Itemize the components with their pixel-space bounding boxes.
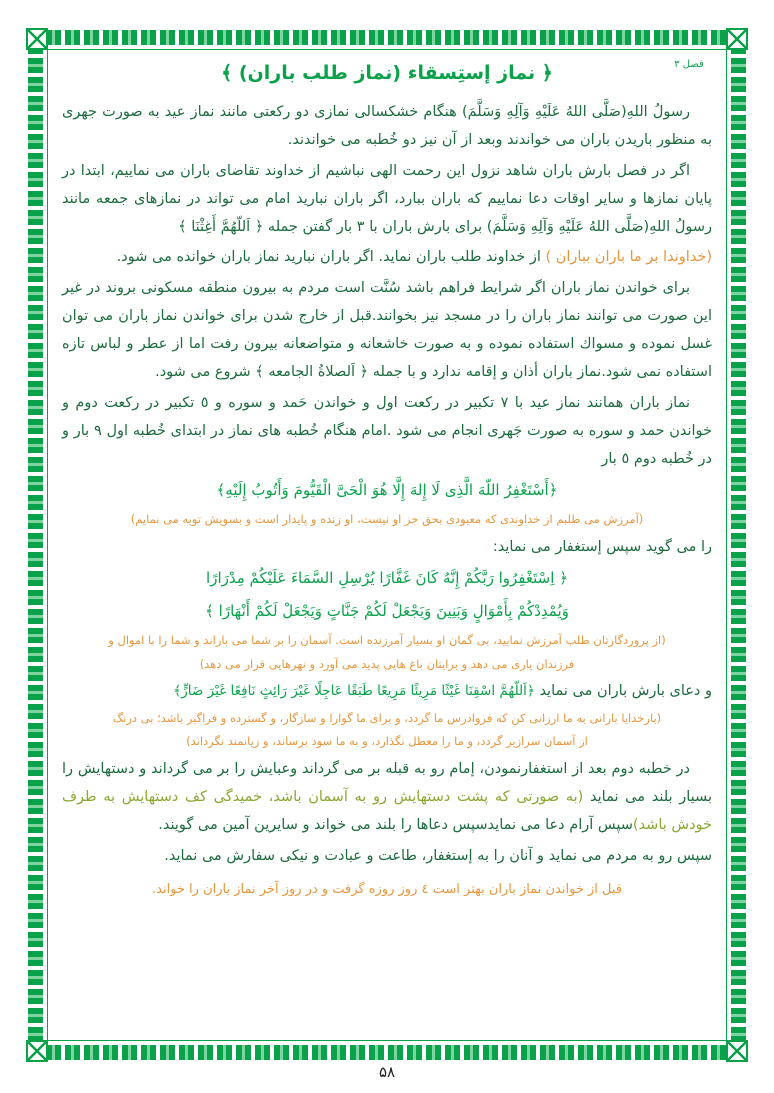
page-title: ﴿ نماز إستِسقاء (نماز طلب باران) ﴾	[221, 62, 553, 84]
paragraph-7	[62, 755, 712, 840]
corner-ornament-bottom-right	[726, 1040, 748, 1062]
chapter-tag: فصل ۳	[674, 59, 704, 70]
page-number: ۵۸	[378, 1063, 396, 1081]
paragraph-4: نماز باران همانند نماز عيد با ٧ تكبير در ركعت اول و خواندن حَمد و سوره و ٥ تكبير در ركعت دوم و خواندن حمد و سوره به صورت جَهرى انجام مى شود .امام هنگام خُطبه هاى نماز در ابتداى خُطبه اول ٩ بار و در خُطبه دوم ٥ بار	[62, 394, 712, 468]
final-note: قبل از خواندن نماز باران بهتر است ٤ روز روزه گرفت و در روز آخر نماز باران را خواند.	[152, 881, 622, 897]
paragraph-7-part-b: سپس آرام دعا مى نمايدسپس دعاها را بلند مى خواند و سايرين آمين مى گويند.	[158, 817, 633, 834]
border-left	[28, 48, 43, 1042]
translation-note-2-line-2: فرزندان يارى مى دهد و برايتان باغ هايى پديد مى آورد و نهرهايى قرار مى دهد)	[199, 656, 575, 671]
border-top	[46, 30, 728, 45]
border-right	[731, 48, 746, 1042]
arabic-verse-line-1: ﴿ اِسْتَغْفِرُوا رَبَّكُمْ إِنَّهُ كَانَ غَفَّارًا يُرْسِلِ السَّمَاءَ عَلَيْكُمْ مِدْرَارًا	[206, 568, 568, 587]
paragraph-6	[62, 677, 712, 705]
paragraph-6-head: و دعاى بارش باران مى نمايد	[539, 683, 712, 700]
arabic-verse-line-2: وَيُمْدِدْكُمْ بِأَمْوَالٍ وَبَنِينَ وَيَجْعَلْ لَكُمْ جَنَّاتٍ وَيَجْعَلْ لَكُمْ أَنْهَارًا ﴾	[205, 602, 569, 621]
paragraph-2-tail: از خداوند طلب باران نمايد. اگر باران نباريد نماز باران خوانده مى شود.	[116, 249, 546, 266]
paragraph-2-text: اگر در فصل بارش باران شاهد نزول اين رحمت الهى نباشيم از خداوند تقاضاى باران مى نماييم، ابتدا در پايان نمازها و ساير اوقات دعا نماييم كه باران ببارد، اگر باران نباريد امام مى تواند در نمازهاى جمعه مانند رسولُ اللهِ(صَلَّى اللهُ عَلَيْهِ وَآلِهِ وَسَلَّمَ) براى بارش باران با ٣ بار گفتن جمله ﴿ اَللّهُمَّ أَغِثْنَا ﴾	[62, 162, 712, 236]
paragraph-5-tail: را مى گويد سپس إستغفار مى نمايد:	[492, 538, 712, 555]
border-bottom	[46, 1045, 728, 1060]
paragraph-3: براى خواندن نماز باران اگر شرايط فراهم باشد سُنَّت است مردم به بيرون منطقه مسكونى بروند در غير اين صورت مى توانند نماز باران را در مسجد نيز بخوانند.قبل از خارج شدن براى خواندن نماز باران مى توان غسل نموده و مسواك استفاده نموده و به صورت خاشعانه و متواضعانه بيرون رفت اما از عطر و لباس تازه استفاده نمى شود.نماز باران أذان و إقامه ندارد و با جمله ﴿ اَلصلاةُ الجامعه ﴾ شروع مى شود.	[62, 279, 712, 381]
corner-ornament-bottom-left	[26, 1040, 48, 1062]
translation-note-3-line-1: (بارخدايا بارانى به ما ارزانى كن كه فروادرس ما گردد، و براى ما گوارا و سازگار، و گسترده و فراگير باشد؛ بى درنگ	[112, 710, 662, 725]
arabic-rain-dua: ﴿اَللّهُمَّ اسْقِنَا غَيْثًا مَرِيئًا مَرِيعًا طَبَقًا عَاجِلًا غَيْرَ رَائِثٍ نَافِعًا غَيْرَ ضَارٍّ﴾	[173, 683, 535, 700]
paragraph-7-olive-note: (به صورتى كه پشت دستهايش رو به آسمان باشد، خميدگى كف دستهايش به طرف خودش باشد)	[62, 789, 712, 834]
translation-note-2-line-1: (از پروردگارتان طلب آمرزش نماييد، بى گمان او بسيار آمرزنده است. آسمان را بر شما مى باراند و شما را با اموال و	[108, 632, 666, 647]
corner-ornament-top-right	[726, 28, 748, 50]
paragraph-1: رسولُ اللهِ(صَلَّى اللهُ عَلَيْهِ وَآلِهِ وَسَلَّمَ) هنگام خشكسالى نمازى دو ركعتى مانند نماز عيد به صورت جهرى به منظور باريدن باران مى خواندند وبعد از آن نيز دو خُطبه مى خواندند.	[62, 104, 712, 149]
corner-ornament-top-left	[26, 28, 48, 50]
translation-note-3-line-2: از آسمان سرازير گردد، و ما را معطل نگذارد، و به ما سود برساند، و زيانمند نگرداند)	[186, 734, 588, 749]
translation-note-1: (آمرزش مى طلبم از خداوندى كه معبودى بحق جز او نيست، او زنده و پايدار است و بسويش توبه مى نمايم)	[130, 511, 644, 526]
arabic-istighfar-phrase: ﴿أَسْتَغْفِرُ اللّهَ الَّذِى لَا إِلهَ إِلَّا هُوَ الْحَىَّ الْقَيُّومَ وَأَتُوبُ إِلَيْهِ﴾	[216, 481, 558, 500]
paragraph-8: سپس رو به مردم مى نمايد و آنان را به إستغفار، طاعت و عبادت و نيكى سفارش مى نمايد.	[164, 847, 712, 864]
page-content	[62, 52, 712, 1037]
paragraph-7-part-a: در خطبه دوم بعد از استغفارنمودن، إمام رو به قبله بر مى گرداند وعبايش را بر مى گرداند و دستهايش را بسيار بلند مى نمايد	[62, 760, 712, 806]
paragraph-2-continued	[62, 243, 712, 271]
paragraph-2	[62, 157, 712, 242]
paragraph-2-note: (خداوندا بر ما باران بباران )	[545, 249, 712, 266]
